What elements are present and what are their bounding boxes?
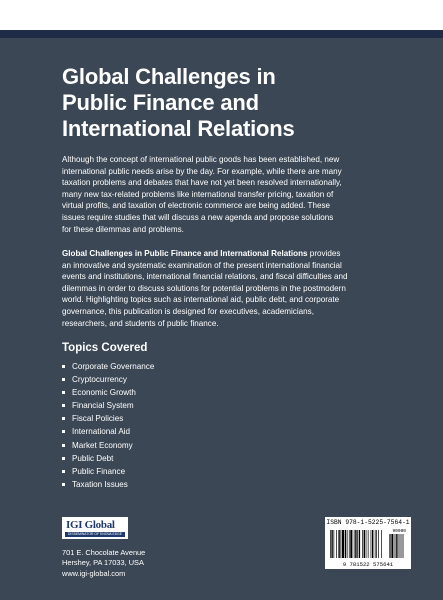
barcode-bar bbox=[349, 530, 350, 558]
barcode-bar bbox=[334, 530, 335, 558]
barcode-bar bbox=[357, 530, 358, 558]
topic-item: Market Economy bbox=[62, 439, 154, 452]
barcode-addon-bar bbox=[391, 534, 393, 558]
barcode-addon-bar bbox=[394, 534, 395, 558]
logo-tagline: DISSEMINATOR OF KNOWLEDGE bbox=[65, 532, 125, 537]
paragraph-fragment: provides bbox=[307, 249, 341, 258]
title-line: Global Challenges in bbox=[62, 64, 276, 89]
paragraph-line: virtual profits, and taxation of electronic commerce are being added. These bbox=[62, 201, 330, 211]
book-title bbox=[62, 64, 402, 142]
isbn-label bbox=[325, 519, 411, 526]
paragraph-line: international public needs arise by the day. For example, while there are many bbox=[62, 166, 342, 176]
topic-item: Public Finance bbox=[62, 465, 154, 478]
ean-digits: 9 781522 575641 bbox=[342, 561, 394, 568]
igi-global-logo bbox=[62, 517, 128, 539]
barcode-addon-bar bbox=[399, 534, 400, 558]
barcode-bar bbox=[376, 530, 377, 558]
top-band bbox=[0, 0, 443, 38]
paragraph-line: Although the concept of international public goods has been established, new bbox=[62, 155, 340, 164]
barcode-bar bbox=[338, 530, 339, 558]
barcode-addon-bar bbox=[396, 534, 397, 558]
publisher-website: www.igi-global.com bbox=[62, 568, 126, 578]
paragraph-line bbox=[62, 248, 392, 260]
description-paragraph-1 bbox=[62, 154, 392, 235]
paragraph-line: governance, this publication is designed for executives, academicians, bbox=[62, 306, 314, 316]
barcode-bar bbox=[366, 530, 367, 558]
title-line: International Relations bbox=[62, 116, 295, 141]
topic-item: Fiscal Policies bbox=[62, 412, 154, 425]
barcode-bar bbox=[362, 530, 363, 558]
barcode-addon-bar bbox=[390, 534, 391, 558]
barcode-bar bbox=[350, 530, 352, 558]
barcode-bar bbox=[345, 530, 346, 558]
topics-heading: Topics Covered bbox=[62, 342, 148, 354]
barcode-bar bbox=[368, 530, 369, 558]
topic-item: International Aid bbox=[62, 425, 154, 438]
barcode-addon-bar bbox=[403, 534, 404, 558]
topic-item: Cryptocurrency bbox=[62, 373, 154, 386]
barcode-bar bbox=[341, 530, 342, 558]
address-line: Hershey, PA 17033, USA bbox=[62, 558, 144, 568]
description-paragraph-2 bbox=[62, 248, 392, 329]
barcode-bar bbox=[330, 530, 331, 558]
publisher-address bbox=[62, 548, 145, 579]
navy-stripe bbox=[0, 30, 443, 38]
isbn-barcode bbox=[325, 517, 411, 569]
topic-item: Public Debt bbox=[62, 452, 154, 465]
paragraph-line: world. Highlighting topics such as international aid, public debt, and corporate bbox=[62, 295, 340, 305]
paragraph-line: for these dilemmas and problems. bbox=[62, 224, 184, 234]
paragraph-line: many new tax-related problems like international transfer pricing, taxation of bbox=[62, 189, 334, 199]
topics-list bbox=[62, 360, 154, 491]
barcode-bar bbox=[342, 530, 344, 558]
book-title-inline: Global Challenges in Public Finance and International Relations bbox=[62, 249, 308, 258]
topic-item: Financial System bbox=[62, 399, 154, 412]
barcode-bar bbox=[371, 530, 372, 558]
paragraph-line: taxation problems and debates that have not yet been resolved internationally, bbox=[62, 178, 342, 188]
isbn-number: ISBN 978-1-5225-7564-1 bbox=[326, 519, 410, 526]
title-line: Public Finance and bbox=[62, 90, 259, 115]
address-line: 701 E. Chocolate Avenue bbox=[62, 548, 146, 557]
barcode-addon-bar bbox=[400, 534, 401, 558]
paragraph-line: an innovative and systematic examination of the present international financial bbox=[62, 260, 342, 270]
barcode-bar bbox=[331, 530, 332, 558]
barcode-bar bbox=[355, 530, 356, 558]
barcode-bar bbox=[381, 530, 382, 558]
barcode-addon-bar bbox=[402, 534, 403, 558]
barcode-bar bbox=[347, 530, 348, 558]
barcode-addon-bar bbox=[389, 534, 390, 558]
paragraph-line: events and institutions, international financial relations, and fiscal difficulties and bbox=[62, 272, 348, 282]
barcode-bars bbox=[328, 528, 408, 560]
barcode-bar bbox=[372, 530, 373, 558]
barcode-addon-bar bbox=[397, 534, 398, 558]
topic-item: Taxation Issues bbox=[62, 478, 154, 491]
topic-item: Economic Growth bbox=[62, 386, 154, 399]
publisher-block bbox=[62, 517, 145, 579]
barcode-bar bbox=[378, 530, 379, 558]
barcode-bar bbox=[336, 530, 337, 558]
barcode-bar bbox=[364, 530, 365, 558]
barcode-bar bbox=[359, 530, 360, 558]
topic-item: Corporate Governance bbox=[62, 360, 154, 373]
barcode-bar bbox=[354, 530, 355, 558]
barcode-bar bbox=[375, 530, 376, 558]
paragraph-line: issues require studies that will discuss a new agenda and propose solutions bbox=[62, 212, 334, 222]
paragraph-line: dilemmas in order to discuss solutions for potential problems in the postmodern bbox=[62, 283, 346, 293]
logo-text: IGI Global bbox=[66, 519, 115, 531]
barcode-addon: 90000 bbox=[392, 529, 406, 534]
paragraph-line: researchers, and students of public finance. bbox=[62, 318, 219, 328]
